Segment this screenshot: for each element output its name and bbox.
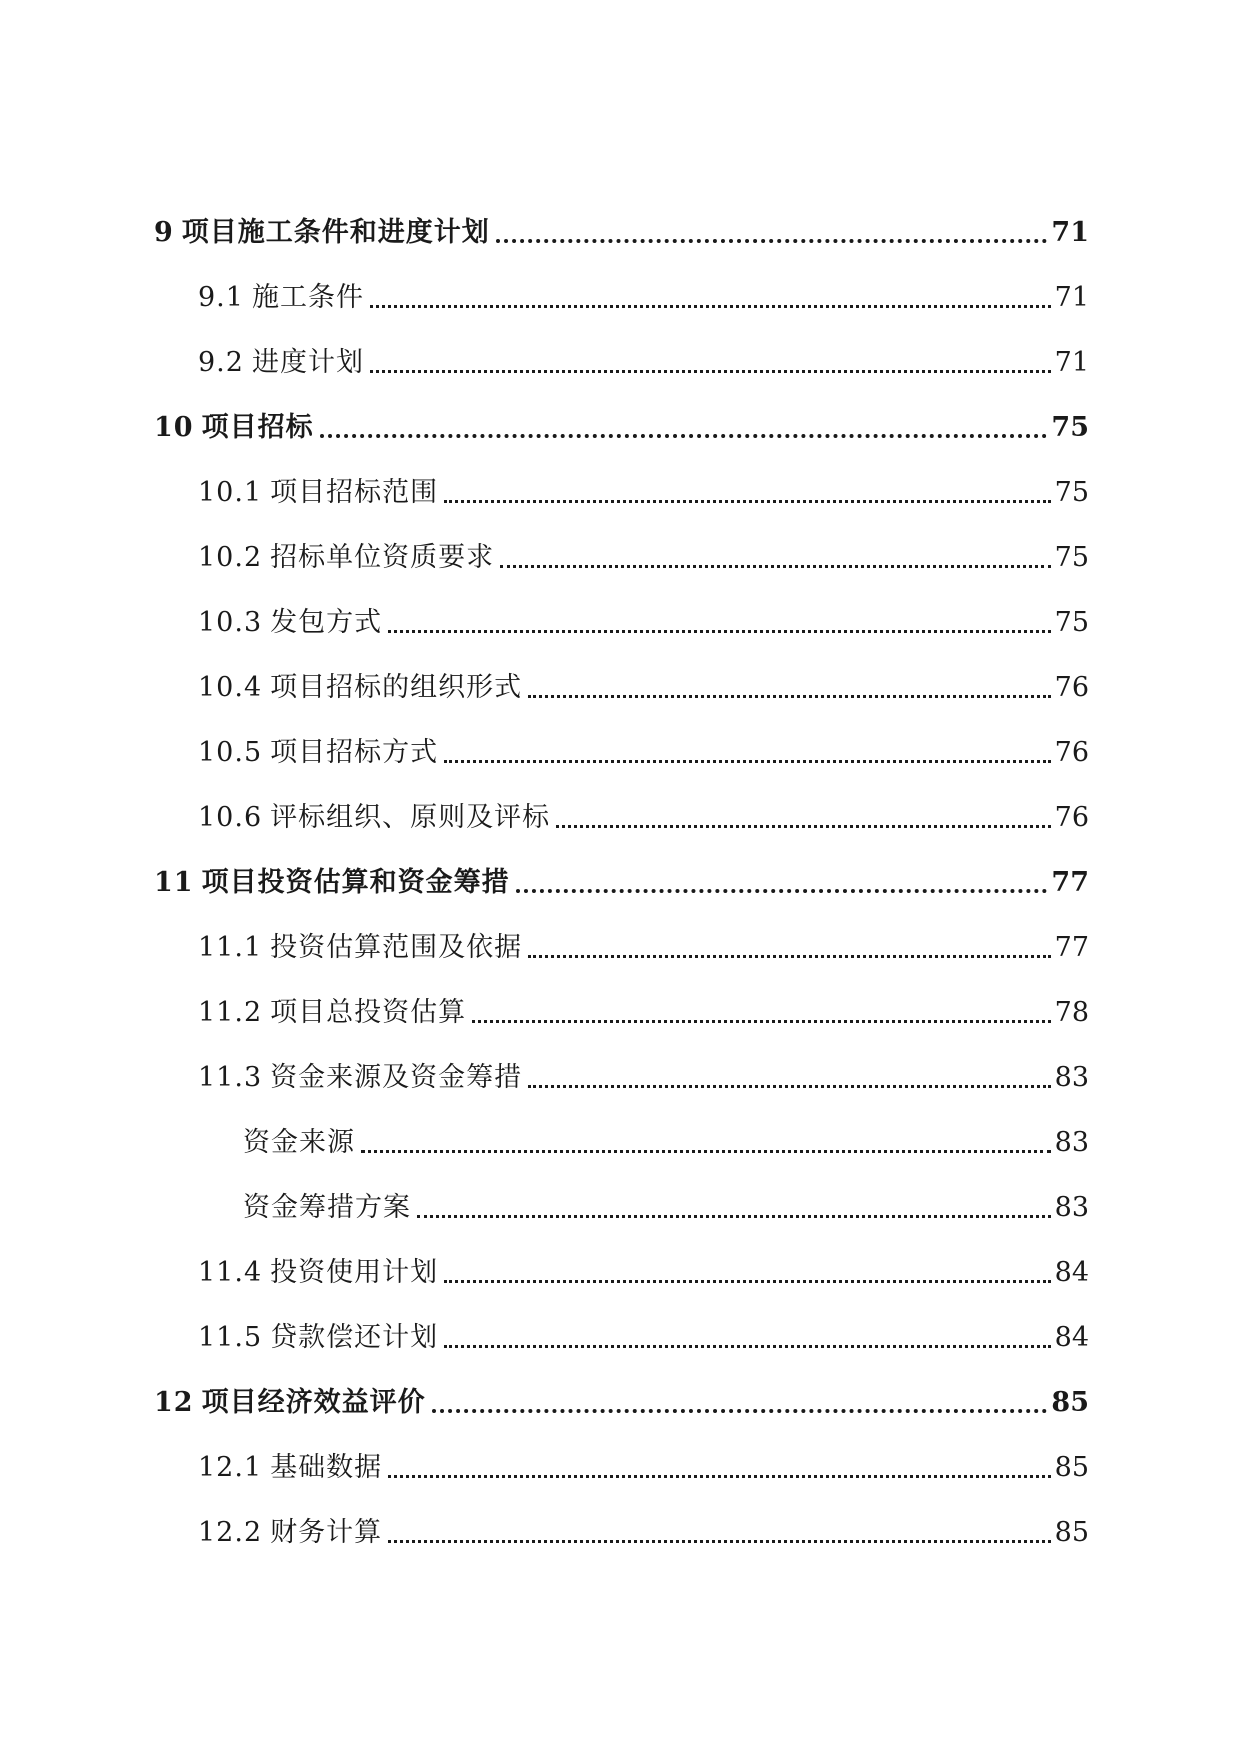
toc-entry-12-2[interactable] <box>0 1513 1089 1553</box>
toc-title: 基础数据 <box>270 1452 383 1483</box>
dot-leader <box>432 1408 1048 1413</box>
toc-page-number: 77 <box>1051 867 1089 898</box>
dot-leader <box>500 564 1051 568</box>
toc-number: 11.1 <box>198 932 263 963</box>
toc-title: 项目投资估算和资金筹措 <box>201 867 510 898</box>
dot-leader <box>472 1019 1051 1023</box>
toc-entry-10-4[interactable] <box>0 668 1089 708</box>
toc-title: 发包方式 <box>270 607 383 638</box>
toc-title: 财务计算 <box>270 1517 383 1548</box>
dot-leader <box>388 1539 1051 1543</box>
toc-entry-11-5[interactable] <box>0 1318 1089 1358</box>
toc-title: 项目招标 <box>201 412 314 443</box>
toc-number: 10.2 <box>198 542 263 573</box>
toc-entry-11-3[interactable] <box>0 1058 1089 1098</box>
toc-page-number: 71 <box>1054 347 1089 378</box>
dot-leader <box>528 694 1051 698</box>
toc-entry-11[interactable] <box>0 863 1089 903</box>
toc-title: 项目施工条件和进度计划 <box>181 217 490 248</box>
toc-entry-9[interactable] <box>0 213 1089 253</box>
toc-page-number: 83 <box>1054 1127 1089 1158</box>
toc-title: 施工条件 <box>251 282 364 313</box>
toc-number: 10.4 <box>198 672 263 703</box>
toc-page-number: 75 <box>1051 412 1089 443</box>
toc-entry-9-1[interactable] <box>0 278 1089 318</box>
dot-leader <box>444 1279 1051 1283</box>
toc-title: 投资估算范围及依据 <box>270 932 523 963</box>
dot-leader <box>496 238 1048 243</box>
toc-page-number: 76 <box>1054 672 1089 703</box>
dot-leader <box>320 433 1048 438</box>
toc-page-number: 71 <box>1054 282 1089 313</box>
toc-title: 项目招标方式 <box>270 737 439 768</box>
toc-entry-11-1[interactable] <box>0 928 1089 968</box>
toc-page-number: 84 <box>1054 1257 1089 1288</box>
toc-number: 12 <box>154 1387 194 1418</box>
toc-page-number: 78 <box>1054 997 1089 1028</box>
dot-leader <box>528 954 1051 958</box>
toc-entry-10-3[interactable] <box>0 603 1089 643</box>
toc-number: 11.5 <box>198 1322 263 1353</box>
toc-title: 项目经济效益评价 <box>201 1387 426 1418</box>
toc-page-number: 85 <box>1051 1387 1089 1418</box>
dot-leader <box>388 629 1051 633</box>
toc-title: 招标单位资质要求 <box>270 542 495 573</box>
toc-entry-10-2[interactable] <box>0 538 1089 578</box>
toc-page-number: 75 <box>1054 542 1089 573</box>
dot-leader <box>444 499 1051 503</box>
toc-entry-11-4[interactable] <box>0 1253 1089 1293</box>
toc-page-number: 84 <box>1054 1322 1089 1353</box>
toc-page-number: 76 <box>1054 737 1089 768</box>
toc-title: 资金筹措方案 <box>243 1192 411 1223</box>
toc-number: 10 <box>154 412 194 443</box>
toc-entry-10-1[interactable] <box>0 473 1089 513</box>
toc-title: 资金来源及资金筹措 <box>270 1062 523 1093</box>
toc-entry-12-1[interactable] <box>0 1448 1089 1488</box>
toc-entry-11-2[interactable] <box>0 993 1089 1033</box>
toc-entry-9-2[interactable] <box>0 343 1089 383</box>
dot-leader <box>417 1214 1051 1218</box>
toc-title: 项目招标的组织形式 <box>270 672 523 703</box>
toc-title: 进度计划 <box>251 347 364 378</box>
toc-number: 9.2 <box>198 347 244 378</box>
toc-title: 资金来源 <box>243 1127 355 1158</box>
toc-entry-10[interactable] <box>0 408 1089 448</box>
toc-title: 评标组织、原则及评标 <box>270 802 551 833</box>
dot-leader <box>370 304 1051 308</box>
dot-leader <box>444 759 1051 763</box>
dot-leader <box>388 1474 1051 1478</box>
toc-title: 项目招标范围 <box>270 477 439 508</box>
toc-entry-10-5[interactable] <box>0 733 1089 773</box>
toc-page-number: 77 <box>1054 932 1089 963</box>
dot-leader <box>370 369 1051 373</box>
toc-page-number: 76 <box>1054 802 1089 833</box>
toc-number: 9 <box>154 217 174 248</box>
toc-number: 10.1 <box>198 477 263 508</box>
toc-page-number: 83 <box>1054 1062 1089 1093</box>
toc-page-number: 75 <box>1054 477 1089 508</box>
toc-number: 11 <box>154 867 194 898</box>
dot-leader <box>556 824 1051 828</box>
toc-number: 11.3 <box>198 1062 263 1093</box>
toc-entry-fund-plan[interactable] <box>0 1188 1089 1228</box>
dot-leader <box>528 1084 1051 1088</box>
toc-page-number: 75 <box>1054 607 1089 638</box>
toc-page-number: 71 <box>1051 217 1089 248</box>
dot-leader <box>444 1344 1051 1348</box>
toc-title: 项目总投资估算 <box>270 997 467 1028</box>
toc-entry-10-6[interactable] <box>0 798 1089 838</box>
dot-leader <box>516 888 1048 893</box>
dot-leader <box>361 1149 1051 1153</box>
toc-number: 10.6 <box>198 802 263 833</box>
toc-number: 10.5 <box>198 737 263 768</box>
toc-number: 12.2 <box>198 1517 263 1548</box>
toc-number: 11.2 <box>198 997 263 1028</box>
toc-entry-fund-source[interactable] <box>0 1123 1089 1163</box>
toc-page-number: 85 <box>1054 1452 1089 1483</box>
toc-number: 11.4 <box>198 1257 263 1288</box>
toc-title: 贷款偿还计划 <box>270 1322 439 1353</box>
toc-title: 投资使用计划 <box>270 1257 439 1288</box>
toc-page-number: 83 <box>1054 1192 1089 1223</box>
toc-number: 9.1 <box>198 282 244 313</box>
toc-entry-12[interactable] <box>0 1383 1089 1423</box>
toc-number: 10.3 <box>198 607 263 638</box>
toc-number: 12.1 <box>198 1452 263 1483</box>
toc-page-number: 85 <box>1054 1517 1089 1548</box>
